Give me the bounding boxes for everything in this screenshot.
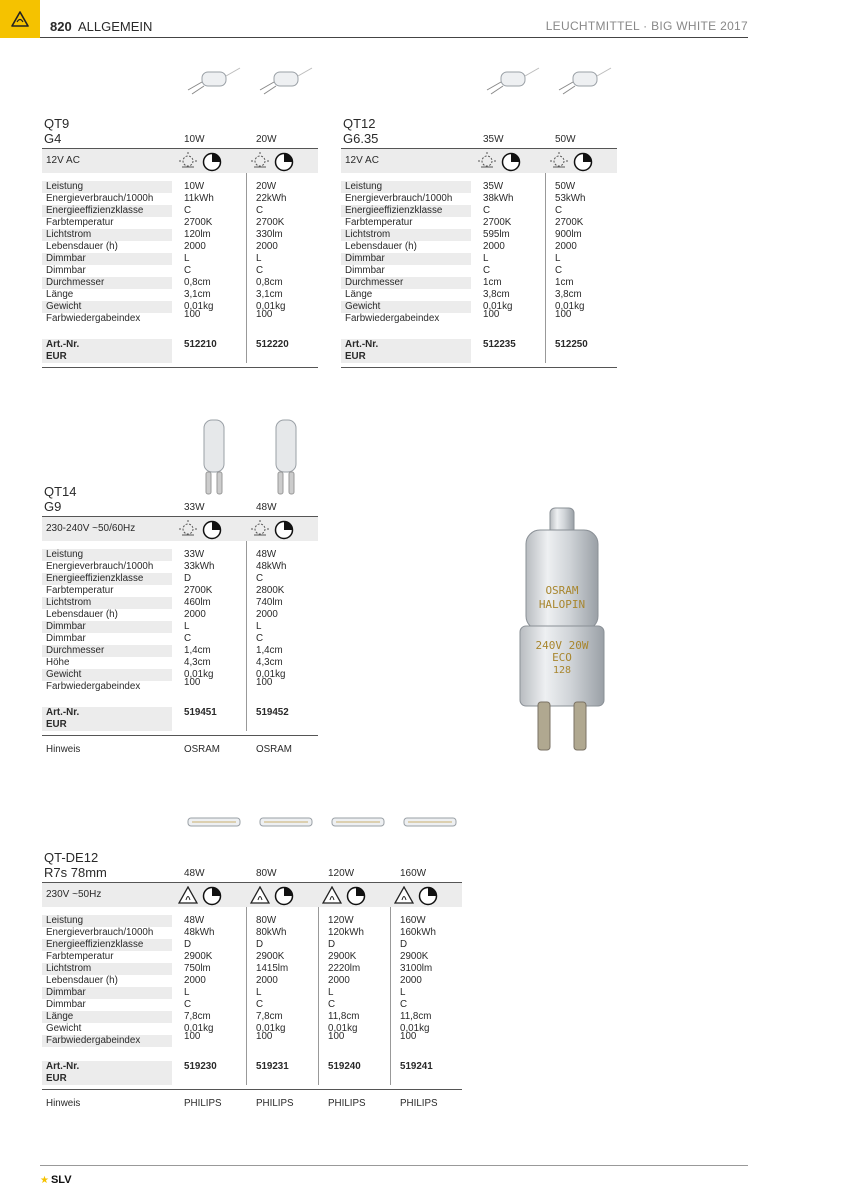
spec-value: 11,8cm xyxy=(400,1011,432,1022)
spec-value: 0,01kg xyxy=(184,301,214,312)
spec-value: 0,01kg xyxy=(483,301,513,312)
spec-value: L xyxy=(400,987,406,998)
spec-value: 22kWh xyxy=(256,193,287,204)
spec-value: 2700K xyxy=(555,217,584,228)
spec-value: L xyxy=(184,253,190,264)
lamp-image xyxy=(178,60,250,104)
spec-value: C xyxy=(256,205,264,216)
spec-label: Gewicht xyxy=(42,301,172,313)
spec-value: 33kWh xyxy=(184,561,215,572)
spec-value: 900lm xyxy=(555,229,582,240)
article-number: 519240 xyxy=(328,1061,361,1072)
spec-label: Gewicht xyxy=(341,301,471,313)
spec-value: 100 xyxy=(256,1031,273,1042)
spec-label: Lebensdauer (h) xyxy=(345,241,417,252)
spec-value: C xyxy=(256,999,264,1010)
spec-value: 4,3cm xyxy=(256,657,283,668)
spec-value: C xyxy=(555,265,563,276)
spec-value: 2000 xyxy=(328,975,350,986)
spec-icon-pair xyxy=(549,152,593,172)
spec-label: Dimmbar xyxy=(42,987,172,999)
spec-value: 0,01kg xyxy=(400,1023,430,1034)
product-socket: G6.35 xyxy=(343,131,379,146)
article-number: 512250 xyxy=(555,339,588,350)
spec-label: Durchmesser xyxy=(42,645,172,657)
spec-value: 1415lm xyxy=(256,963,289,974)
spec-value: D xyxy=(256,939,264,950)
spec-value: 10W xyxy=(184,181,205,192)
brand-logo xyxy=(40,1174,72,1186)
voltage-row xyxy=(42,883,462,907)
spec-value: 100 xyxy=(184,309,201,320)
spec-value: 3,8cm xyxy=(555,289,582,300)
spec-icon-pair xyxy=(250,152,294,172)
spec-value: 33W xyxy=(184,549,205,560)
spec-value: 595lm xyxy=(483,229,510,240)
spec-label: Durchmesser xyxy=(42,277,172,289)
bulb-sun-icon xyxy=(549,152,569,170)
variant-watt: 20W xyxy=(256,134,277,145)
hot-surface-icon xyxy=(322,886,342,904)
lamp-image-row xyxy=(477,60,621,104)
spec-icon-pair xyxy=(250,520,294,540)
spec-value: 48W xyxy=(256,549,277,560)
spec-icon-pair xyxy=(178,886,222,906)
spec-value: 0,8cm xyxy=(256,277,283,288)
spec-value: 160kWh xyxy=(400,927,436,938)
art-nr-label: Art.-Nr. xyxy=(341,339,471,351)
spec-value: 1,4cm xyxy=(184,645,211,656)
article-number: 512235 xyxy=(483,339,516,350)
spec-value: 2700K xyxy=(184,217,213,228)
spec-value: 80kWh xyxy=(256,927,287,938)
spec-value: 35W xyxy=(483,181,504,192)
spec-label: Dimmbar xyxy=(341,253,471,265)
footer-rule xyxy=(42,735,318,736)
spec-value: 330lm xyxy=(256,229,283,240)
voltage-value: 12V AC xyxy=(345,155,379,166)
spec-label: Lichtstrom xyxy=(42,597,172,609)
dimmer-icon xyxy=(501,152,521,172)
spec-value: 0,8cm xyxy=(184,277,211,288)
product-name: QT9 xyxy=(44,116,70,131)
spec-value: 2000 xyxy=(256,975,278,986)
spec-label: Energieeffizienzklasse xyxy=(42,573,172,585)
spec-value: 50W xyxy=(555,181,576,192)
lamp-image xyxy=(394,800,466,844)
spec-value: 160W xyxy=(400,915,426,926)
lamp-image xyxy=(322,800,394,844)
spec-value: D xyxy=(328,939,336,950)
lamp-image xyxy=(250,410,322,498)
photo-print-line-2: HALOPIN xyxy=(538,598,586,611)
column-separator xyxy=(246,907,247,1085)
spec-value: C xyxy=(483,205,491,216)
dimmer-icon xyxy=(346,886,366,906)
variant-watt: 160W xyxy=(400,868,427,879)
spec-value: 2000 xyxy=(184,609,206,620)
spec-value: 2220lm xyxy=(328,963,361,974)
spec-value: C xyxy=(256,265,264,276)
spec-value: 460lm xyxy=(184,597,211,608)
spec-label: Farbtemperatur xyxy=(46,951,114,962)
voltage-row xyxy=(341,149,617,173)
hinweis-value: OSRAM xyxy=(256,744,292,755)
art-nr-label: Art.-Nr. xyxy=(42,1061,172,1073)
spec-value: 3,1cm xyxy=(184,289,211,300)
spec-value: L xyxy=(256,987,262,998)
dimmer-icon xyxy=(202,886,222,906)
spec-value: 2000 xyxy=(256,609,278,620)
spec-icon-pair xyxy=(394,886,438,906)
spec-value: 750lm xyxy=(184,963,211,974)
spec-value: L xyxy=(256,621,262,632)
spec-value: C xyxy=(256,573,264,584)
spec-value: 3,1cm xyxy=(256,289,283,300)
spec-label: Durchmesser xyxy=(341,277,471,289)
warning-triangle-icon xyxy=(11,11,29,27)
variant-watt: 80W xyxy=(256,868,277,879)
spec-label: Energieverbrauch/1000h xyxy=(46,193,154,204)
variant-watt: 35W xyxy=(483,134,504,145)
spec-label: Energieeffizienzklasse xyxy=(42,939,172,951)
spec-value: 2000 xyxy=(400,975,422,986)
article-number: 519241 xyxy=(400,1061,433,1072)
page-number: 820 xyxy=(50,19,72,34)
spec-icon-pair xyxy=(178,152,222,172)
lamp-image-row xyxy=(178,410,322,498)
eur-label: EUR xyxy=(42,351,172,363)
lamp-image xyxy=(178,410,250,498)
article-number: 519451 xyxy=(184,707,217,718)
eur-label: EUR xyxy=(42,719,172,731)
variant-watt: 50W xyxy=(555,134,576,145)
spec-value: 7,8cm xyxy=(256,1011,283,1022)
spec-value: 0,01kg xyxy=(256,301,286,312)
spec-value: 2900K xyxy=(400,951,429,962)
logo-text: SLV xyxy=(50,1174,72,1186)
spec-value: C xyxy=(483,265,491,276)
variant-watt: 10W xyxy=(184,134,205,145)
spec-label: Lichtstrom xyxy=(341,229,471,241)
hinweis-value: OSRAM xyxy=(184,744,220,755)
spec-value: 100 xyxy=(328,1031,345,1042)
spec-value: 2800K xyxy=(256,585,285,596)
hinweis-value: PHILIPS xyxy=(400,1098,438,1109)
spec-value: C xyxy=(256,633,264,644)
product-block-qtde12 xyxy=(42,800,462,1120)
dimmer-icon xyxy=(418,886,438,906)
spec-value: 2000 xyxy=(555,241,577,252)
variant-watt: 48W xyxy=(256,502,277,513)
hot-surface-icon xyxy=(250,886,270,904)
spec-label: Farbtemperatur xyxy=(46,585,114,596)
product-socket: G4 xyxy=(44,131,62,146)
hinweis-label: Hinweis xyxy=(46,1098,81,1109)
photo-print-line-4: ECO xyxy=(552,651,572,664)
spec-value: 120lm xyxy=(184,229,211,240)
column-separator xyxy=(318,907,319,1085)
footer-rule xyxy=(40,1165,748,1166)
spec-value: 0,01kg xyxy=(328,1023,358,1034)
header-rule xyxy=(40,37,748,38)
spec-label: Farbtemperatur xyxy=(345,217,413,228)
spec-value: L xyxy=(555,253,561,264)
spec-value: 0,01kg xyxy=(256,669,286,680)
spec-label: Länge xyxy=(42,1011,172,1023)
article-number: 512210 xyxy=(184,339,217,350)
lamp-image xyxy=(250,60,322,104)
voltage-row xyxy=(42,149,318,173)
spec-value: 3100lm xyxy=(400,963,433,974)
spec-value: 2900K xyxy=(184,951,213,962)
photo-print-line-5: 128 xyxy=(552,665,572,676)
section-title: ALLGEMEIN xyxy=(78,19,153,34)
spec-label: Gewicht xyxy=(42,669,172,681)
spec-value: 11kWh xyxy=(184,193,214,204)
spec-value: 0,01kg xyxy=(256,1023,286,1034)
spec-label: Leistung xyxy=(42,181,172,193)
spec-value: 2000 xyxy=(483,241,505,252)
spec-label: Leistung xyxy=(42,915,172,927)
spec-value: D xyxy=(400,939,408,950)
voltage-row xyxy=(42,517,318,541)
spec-value: 100 xyxy=(256,309,273,320)
spec-label: Lebensdauer (h) xyxy=(46,241,118,252)
spec-icon-pair xyxy=(322,886,366,906)
spec-value: 48W xyxy=(184,915,205,926)
dimmer-icon xyxy=(274,886,294,906)
article-number: 519230 xyxy=(184,1061,217,1072)
voltage-value: 230V ~50Hz xyxy=(46,889,102,900)
article-number: 512220 xyxy=(256,339,289,350)
product-socket: R7s 78mm xyxy=(44,865,107,880)
eur-label: EUR xyxy=(341,351,471,363)
spec-label: Lebensdauer (h) xyxy=(46,609,118,620)
spec-value: 11,8cm xyxy=(328,1011,360,1022)
spec-label: Farbwiedergabeindex xyxy=(345,313,440,324)
spec-value: C xyxy=(555,205,563,216)
spec-label: Dimmbar xyxy=(46,633,86,644)
variant-watt: 120W xyxy=(328,868,355,879)
spec-label: Dimmbar xyxy=(42,253,172,265)
spec-value: 100 xyxy=(400,1031,417,1042)
article-number: 519452 xyxy=(256,707,289,718)
spec-value: C xyxy=(328,999,336,1010)
spec-value: C xyxy=(184,205,192,216)
voltage-value: 230-240V ~50/60Hz xyxy=(46,523,136,534)
spec-label: Dimmbar xyxy=(345,265,385,276)
bulb-sun-icon xyxy=(178,520,198,538)
lamp-image-row xyxy=(178,60,322,104)
spec-value: 2700K xyxy=(483,217,512,228)
spec-value: 48kWh xyxy=(184,927,215,938)
spec-value: 53kWh xyxy=(555,193,586,204)
spec-value: D xyxy=(184,939,192,950)
spec-label: Dimmbar xyxy=(46,265,86,276)
spec-value: 100 xyxy=(184,1031,201,1042)
footer-rule xyxy=(42,367,318,368)
spec-value: L xyxy=(483,253,489,264)
spec-label: Farbwiedergabeindex xyxy=(46,313,141,324)
footer-rule xyxy=(42,1089,462,1090)
spec-value: 2900K xyxy=(256,951,285,962)
spec-value: 740lm xyxy=(256,597,283,608)
spec-value: 120kWh xyxy=(328,927,364,938)
spec-value: D xyxy=(184,573,192,584)
spec-value: 100 xyxy=(256,677,273,688)
spec-value: 7,8cm xyxy=(184,1011,211,1022)
lamp-image xyxy=(250,800,322,844)
spec-value: 100 xyxy=(555,309,572,320)
product-name: QT14 xyxy=(44,484,77,499)
spec-label: Dimmbar xyxy=(46,999,86,1010)
spec-label: Länge xyxy=(345,289,373,300)
bulb-sun-icon xyxy=(477,152,497,170)
spec-label: Länge xyxy=(46,289,74,300)
spec-value: 0,01kg xyxy=(184,669,214,680)
spec-value: 2000 xyxy=(184,241,206,252)
spec-label: Farbtemperatur xyxy=(46,217,114,228)
spec-value: 2700K xyxy=(184,585,213,596)
spec-value: 3,8cm xyxy=(483,289,510,300)
spec-value: 2900K xyxy=(328,951,357,962)
dimmer-icon xyxy=(274,152,294,172)
lamp-image xyxy=(477,60,549,104)
product-block-qt9 xyxy=(42,60,318,380)
dimmer-icon xyxy=(274,520,294,540)
hinweis-value: PHILIPS xyxy=(328,1098,366,1109)
spec-value: 2700K xyxy=(256,217,285,228)
art-nr-label: Art.-Nr. xyxy=(42,339,172,351)
product-block-qt12 xyxy=(341,60,617,380)
spec-value: 4,3cm xyxy=(184,657,211,668)
dimmer-icon xyxy=(202,152,222,172)
spec-value: 2000 xyxy=(256,241,278,252)
spec-icon-pair xyxy=(250,886,294,906)
spec-label: Energieverbrauch/1000h xyxy=(46,561,154,572)
spec-label: Energieverbrauch/1000h xyxy=(46,927,154,938)
spec-value: 2000 xyxy=(184,975,206,986)
spec-value: C xyxy=(400,999,408,1010)
spec-value: 48kWh xyxy=(256,561,287,572)
photo-print-line-3: 240V 20W xyxy=(535,639,589,652)
spec-label: Energieverbrauch/1000h xyxy=(345,193,453,204)
column-separator xyxy=(390,907,391,1085)
spec-label: Energieeffizienzklasse xyxy=(341,205,471,217)
column-separator xyxy=(246,173,247,363)
spec-value: C xyxy=(184,999,192,1010)
product-block-qt14 xyxy=(42,410,318,765)
eur-label: EUR xyxy=(42,1073,172,1085)
spec-value: 100 xyxy=(483,309,500,320)
product-socket: G9 xyxy=(44,499,62,514)
column-separator xyxy=(246,541,247,731)
lamp-image xyxy=(178,800,250,844)
article-number: 519231 xyxy=(256,1061,289,1072)
spec-value: 20W xyxy=(256,181,277,192)
hinweis-value: PHILIPS xyxy=(184,1098,222,1109)
spec-value: 1cm xyxy=(555,277,574,288)
variant-watt: 48W xyxy=(184,868,205,879)
spec-value: 100 xyxy=(184,677,201,688)
spec-value: C xyxy=(184,265,192,276)
g9-lamp-photo xyxy=(512,506,612,752)
spec-label: Energieeffizienzklasse xyxy=(42,205,172,217)
spec-label: Lichtstrom xyxy=(42,229,172,241)
spec-label: Farbwiedergabeindex xyxy=(42,1035,172,1047)
footer-rule xyxy=(341,367,617,368)
spec-value: 0,01kg xyxy=(555,301,585,312)
bulb-sun-icon xyxy=(178,152,198,170)
variant-watt: 33W xyxy=(184,502,205,513)
art-nr-label: Art.-Nr. xyxy=(42,707,172,719)
photo-print-line-1: OSRAM xyxy=(545,584,579,597)
spec-icon-pair xyxy=(477,152,521,172)
spec-value: 1,4cm xyxy=(256,645,283,656)
spec-label: Dimmbar xyxy=(42,621,172,633)
spec-label: Leistung xyxy=(42,549,172,561)
product-name: QT-DE12 xyxy=(44,850,99,865)
product-name: QT12 xyxy=(343,116,376,131)
lamp-image xyxy=(549,60,621,104)
hot-surface-icon xyxy=(178,886,198,904)
spec-value: L xyxy=(184,621,190,632)
spec-label: Farbwiedergabeindex xyxy=(46,681,141,692)
lamp-image-row xyxy=(178,800,466,844)
spec-label: Gewicht xyxy=(46,1023,82,1034)
spec-value: L xyxy=(184,987,190,998)
spec-label: Höhe xyxy=(46,657,70,668)
spec-value: L xyxy=(328,987,334,998)
column-separator xyxy=(545,173,546,363)
spec-value: 80W xyxy=(256,915,277,926)
spec-icon-pair xyxy=(178,520,222,540)
spec-value: 1cm xyxy=(483,277,502,288)
spec-value: C xyxy=(184,633,192,644)
spec-value: 0,01kg xyxy=(184,1023,214,1034)
spec-label: Lichtstrom xyxy=(42,963,172,975)
voltage-value: 12V AC xyxy=(46,155,80,166)
spec-value: L xyxy=(256,253,262,264)
dimmer-icon xyxy=(573,152,593,172)
spec-value: 120W xyxy=(328,915,354,926)
bulb-sun-icon xyxy=(250,520,270,538)
dimmer-icon xyxy=(202,520,222,540)
hinweis-value: PHILIPS xyxy=(256,1098,294,1109)
hot-surface-icon xyxy=(394,886,414,904)
spec-label: Lebensdauer (h) xyxy=(46,975,118,986)
running-title: LEUCHTMITTEL · BIG WHITE 2017 xyxy=(545,19,748,33)
spec-value: 38kWh xyxy=(483,193,514,204)
hinweis-label: Hinweis xyxy=(46,744,81,755)
section-tab xyxy=(0,0,40,38)
star-icon: ★ xyxy=(40,1174,49,1186)
spec-label: Leistung xyxy=(341,181,471,193)
bulb-sun-icon xyxy=(250,152,270,170)
